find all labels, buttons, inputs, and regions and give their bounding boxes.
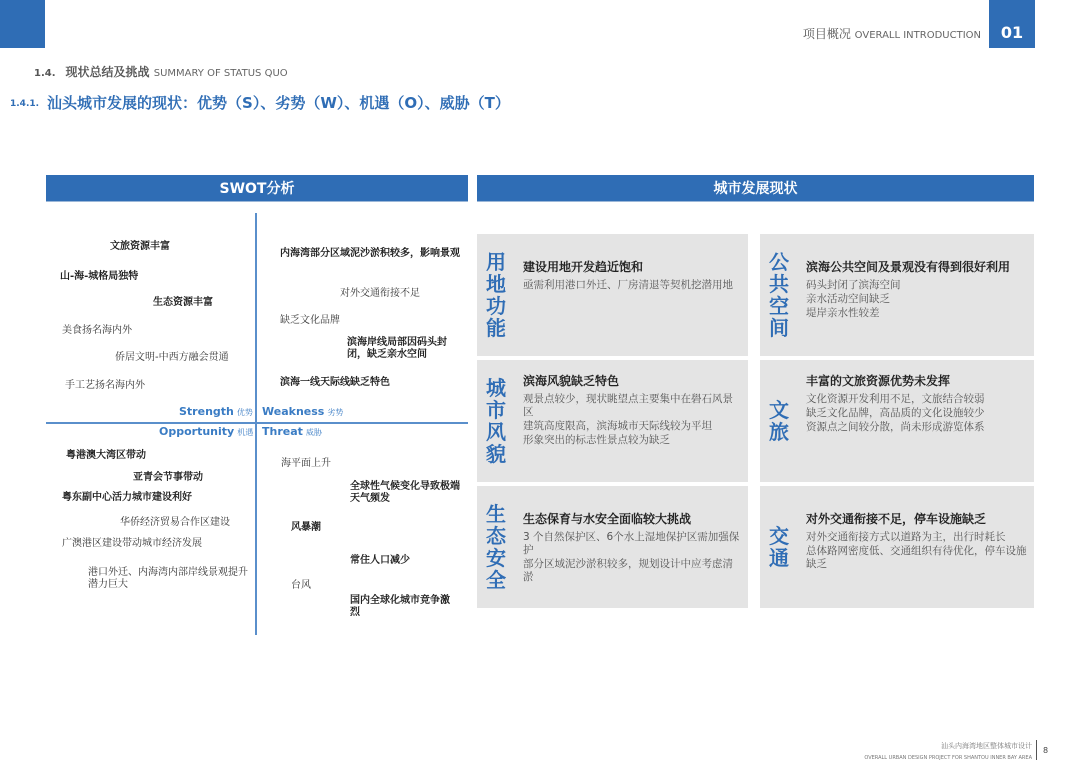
chapter-title-en: OVERALL INTRODUCTION	[854, 30, 981, 41]
chapter-number: 01	[989, 0, 1035, 48]
card-side-char: 功	[486, 294, 506, 318]
subsection-number: 1.4.1.	[10, 99, 40, 109]
weakness-item: 滨海岸线局部因码头封闭，缺乏亲水空间	[347, 337, 447, 360]
card-side-char: 共	[769, 272, 789, 296]
opportunity-label-en: Opportunity	[159, 425, 235, 438]
card-side-char: 能	[486, 316, 506, 340]
card-side-label	[483, 360, 509, 482]
card-body	[806, 510, 1028, 572]
swot-header-bar: SWOT分析	[46, 175, 468, 201]
card-body	[806, 372, 1028, 435]
card-side-char: 态	[486, 524, 506, 548]
card-line: 亲水活动空间缺乏	[806, 293, 890, 305]
footer-project-title-en: OVERALL URBAN DESIGN PROJECT FOR SHANTOU INNER BAY AREA	[864, 755, 1032, 761]
weakness-item: 内海湾部分区域泥沙淤积较多，影响景观	[280, 248, 460, 259]
card-line: 亟需利用港口外迁、厂房清退等契机挖潜用地	[523, 279, 733, 291]
threat-label	[262, 425, 322, 438]
weakness-item: 滨海一线天际线缺乏特色	[280, 377, 390, 388]
card-title: 生态保育与水安全面临较大挑战	[523, 512, 692, 526]
card-side-char: 风	[486, 420, 506, 444]
card-line: 3 个自然保护区、6个水上湿地保护区需加强保护	[523, 531, 740, 556]
page-number: 8	[1043, 746, 1049, 755]
status-card-ecology-safety	[477, 486, 748, 608]
card-body	[523, 510, 742, 585]
weakness-label-en: Weakness	[262, 405, 325, 418]
card-side-label	[766, 234, 792, 356]
card-title: 建设用地开发趋近饱和	[523, 260, 644, 274]
card-side-char: 生	[486, 502, 506, 526]
card-body	[806, 258, 1028, 321]
status-card-city-appearance	[477, 360, 748, 482]
subsection-title-text: 汕头城市发展的现状：优势（S）、劣势（W）、机遇（O）、威胁（T）	[47, 94, 510, 112]
card-title: 丰富的文旅资源优势未发挥	[806, 374, 951, 388]
card-side-char: 市	[486, 398, 506, 422]
status-card-public-space	[760, 234, 1034, 356]
card-line: 缺乏文化品牌，高品质的文化设施较少	[806, 407, 985, 419]
status-card-transportation	[760, 486, 1034, 608]
status-card-culture-tourism	[760, 360, 1034, 482]
strength-item: 美食扬名海内外	[62, 325, 132, 336]
card-side-char: 安	[486, 546, 506, 570]
strength-label	[179, 405, 253, 418]
footer-project-title-cn: 汕头内海湾地区整体城市设计	[941, 742, 1032, 750]
opportunity-item: 广澳港区建设带动城市经济发展	[62, 538, 202, 549]
weakness-item: 对外交通衔接不足	[340, 288, 420, 299]
strength-item: 山-海-城格局独特	[60, 271, 139, 282]
swot-horizontal-axis	[46, 422, 468, 424]
weakness-label-cn: 劣势	[327, 408, 344, 417]
opportunity-label	[159, 425, 253, 438]
card-side-label	[766, 486, 792, 608]
corner-accent-block	[0, 0, 45, 48]
card-line: 码头封闭了滨海空间	[806, 279, 901, 291]
card-line: 文化资源开发利用不足，文旅结合较弱	[806, 393, 985, 405]
card-side-char: 公	[769, 250, 789, 274]
card-side-char: 间	[769, 316, 789, 340]
threat-item: 台风	[291, 580, 311, 591]
strength-item: 手工艺扬名海内外	[65, 380, 145, 391]
card-side-char: 用	[486, 250, 506, 274]
card-side-char: 全	[486, 568, 506, 592]
threat-item: 全球性气候变化导致极端天气频发	[350, 481, 460, 504]
card-line: 堤岸亲水性较差	[806, 307, 880, 319]
opportunity-item: 华侨经济贸易合作区建设	[120, 517, 230, 528]
card-title: 滨海风貌缺乏特色	[523, 374, 620, 388]
card-body	[523, 258, 742, 293]
chapter-title	[803, 25, 989, 48]
strength-label-en: Strength	[179, 405, 234, 418]
card-side-label	[483, 486, 509, 608]
threat-item: 海平面上升	[281, 458, 331, 469]
strength-item: 侨居文明-中西方融会贯通	[115, 352, 229, 363]
card-title: 对外交通衔接不足，停车设施缺乏	[806, 512, 987, 526]
card-line: 资源点之间较分散，尚未形成游览体系	[806, 421, 985, 433]
card-line: 形象突出的标志性景点较为缺乏	[523, 434, 670, 446]
card-side-char: 交	[769, 524, 789, 548]
threat-item: 常住人口减少	[350, 555, 410, 566]
section-title-cn: 现状总结及挑战	[65, 65, 150, 79]
card-side-char: 文	[769, 398, 789, 422]
card-side-label	[766, 360, 792, 482]
card-side-char: 通	[769, 546, 789, 570]
status-card-land-use	[477, 234, 748, 356]
opportunity-label-cn: 机遇	[237, 428, 254, 437]
section-title	[34, 63, 288, 80]
card-line: 总体路网密度低、交通组织有待优化，停车设施缺乏	[806, 545, 1027, 570]
footer-divider	[1036, 740, 1037, 760]
card-line: 对外交通衔接方式以道路为主，出行时耗长	[806, 531, 1006, 543]
page-header	[803, 0, 1035, 48]
card-side-char: 城	[486, 376, 506, 400]
threat-item: 风暴潮	[291, 522, 321, 533]
opportunity-item: 亚青会节事带动	[133, 472, 203, 483]
card-body	[523, 372, 742, 448]
card-line: 建筑高度限高，滨海城市天际线较为平坦	[523, 420, 712, 432]
swot-underline	[46, 201, 468, 202]
opportunity-item: 粤东副中心活力城市建设利好	[62, 492, 192, 503]
card-side-char: 地	[486, 272, 506, 296]
status-header-bar: 城市发展现状	[477, 175, 1034, 201]
opportunity-item: 港口外迁、内海湾内部岸线景观提升潜力巨大	[88, 567, 248, 590]
opportunity-item: 粤港澳大湾区带动	[66, 450, 146, 461]
card-side-char: 旅	[769, 420, 789, 444]
section-title-en: SUMMARY OF STATUS QUO	[153, 68, 288, 79]
threat-item: 国内全球化城市竞争激烈	[350, 595, 450, 618]
strength-label-cn: 优势	[236, 408, 253, 417]
swot-vertical-axis	[255, 213, 257, 635]
card-side-char: 貌	[486, 442, 506, 466]
subsection-title	[10, 92, 510, 113]
card-side-char: 空	[769, 294, 789, 318]
card-side-label	[483, 234, 509, 356]
threat-label-en: Threat	[262, 425, 303, 438]
strength-item: 文旅资源丰富	[110, 241, 170, 252]
card-title: 滨海公共空间及景观没有得到很好利用	[806, 260, 1011, 274]
strength-item: 生态资源丰富	[153, 297, 213, 308]
chapter-title-cn: 项目概况	[802, 27, 851, 41]
section-number: 1.4.	[34, 68, 56, 79]
weakness-item: 缺乏文化品牌	[280, 315, 340, 326]
threat-label-cn: 威胁	[305, 428, 322, 437]
weakness-label	[262, 405, 343, 418]
card-line: 部分区域泥沙淤积较多，规划设计中应考虑清淤	[523, 558, 733, 583]
card-line: 观景点较少，现状眺望点主要集中在礐石风景区	[523, 393, 733, 418]
status-underline	[477, 201, 1034, 202]
